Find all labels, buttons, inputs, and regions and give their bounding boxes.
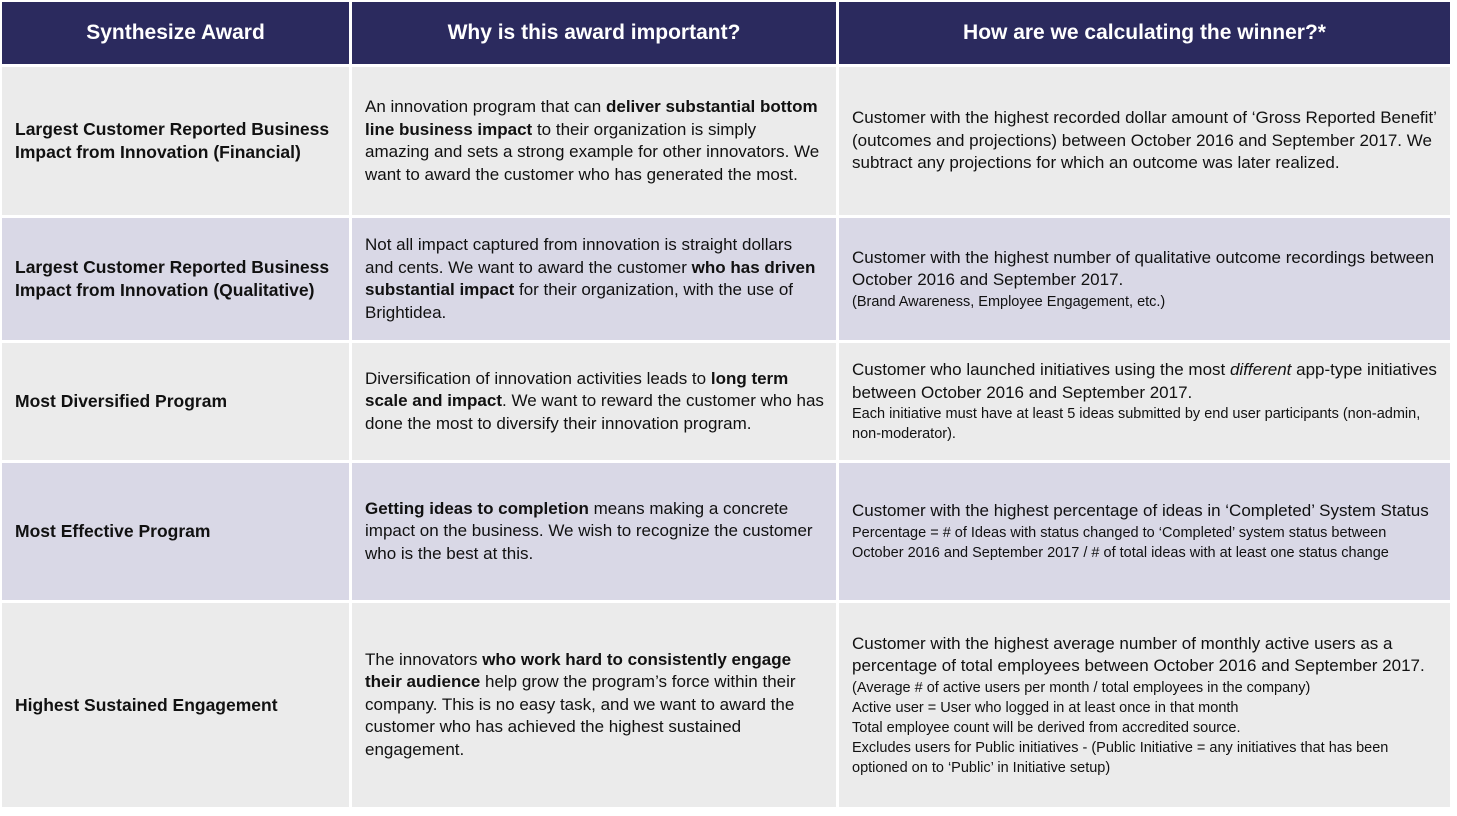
header-how: How are we calculating the winner?*: [839, 2, 1450, 64]
award-name: Most Diversified Program: [2, 343, 349, 460]
award-why: An innovation program that can deliver substantial bottom line business impact to their organization is simply amazing and sets a strong example for other innovators. We want to award the customer who has generated the most.: [352, 67, 836, 215]
award-how: Customer who launched initiatives using the most different app-type initiatives between October 2016 and September 2017. Each initiative must have at least 5 ideas submitted by end user participants (non-admin, non-moderator).: [839, 343, 1450, 460]
table-row: [2, 603, 1450, 807]
award-how: Customer with the highest number of qualitative outcome recordings between October 2016 and September 2017. (Brand Awareness, Employee Engagement, etc.): [839, 218, 1450, 340]
table-row: [2, 218, 1450, 340]
award-name: Highest Sustained Engagement: [2, 603, 349, 807]
calc-note: Active user = User who logged in at least once in that month: [852, 699, 1239, 716]
header-row: [2, 2, 1450, 64]
award-how: Customer with the highest percentage of ideas in ‘Completed’ System Status Percentage = # of Ideas with status changed to ‘Completed’ system status between October 2016 and September 2017 / # of total ideas with at least one status change: [839, 463, 1450, 600]
award-why: Not all impact captured from innovation is straight dollars and cents. We want to award the customer who has driven substantial impact for their organization, with the use of Brightidea.: [352, 218, 836, 340]
calc-note: Total employee count will be derived from accredited source.: [852, 719, 1241, 736]
award-name: Most Effective Program: [2, 463, 349, 600]
calc-note: Each initiative must have at least 5 ideas submitted by end user participants (non-admin, non-moderator).: [852, 406, 1421, 442]
header-why: Why is this award important?: [352, 2, 836, 64]
calc-note: Percentage = # of Ideas with status changed to ‘Completed’ system status between October 2016 and September 2017 / # of total ideas with at least one status change: [852, 524, 1389, 561]
award-why: Getting ideas to completion means making a concrete impact on the business. We wish to recognize the customer who is the best at this.: [352, 463, 836, 600]
calc-note: (Average # of active users per month / total employees in the company): [852, 679, 1311, 696]
award-why: The innovators who work hard to consistently engage their audience help grow the program’s force within their company. This is no easy task, and we want to award the customer who has achieved the highest sustained engagement.: [352, 603, 836, 807]
table-row: [2, 343, 1450, 460]
calc-note: (Brand Awareness, Employee Engagement, etc.): [852, 293, 1166, 310]
award-why: Diversification of innovation activities leads to long term scale and impact. We want to reward the customer who has done the most to diversify their innovation program.: [352, 343, 836, 460]
award-name: Largest Customer Reported Business Impact from Innovation (Financial): [2, 67, 349, 215]
calc-note: Excludes users for Public initiatives - (Public Initiative = any initiatives that has been optioned on to ‘Public’ in Initiative setup): [852, 739, 1389, 776]
table-row: [2, 463, 1450, 600]
table-row: [2, 67, 1450, 215]
award-name: Largest Customer Reported Business Impact from Innovation (Qualitative): [2, 218, 349, 340]
award-how: Customer with the highest average number of monthly active users as a percentage of total employees between October 2016 and September 2017. (Average # of active users per month / total employees in the company) Active user = User who logged in at least once in that month Total employee count will be derived from accredited source. Excludes users for Public initiatives - (Public Initiative = any initiatives that has been optioned on to ‘Public’ in Initiative setup): [839, 603, 1450, 807]
header-award: Synthesize Award: [2, 2, 349, 64]
award-how: Customer with the highest recorded dollar amount of ‘Gross Reported Benefit’ (outcomes and projections) between October 2016 and September 2017. We subtract any projections for which an outcome was later realized.: [839, 67, 1450, 215]
